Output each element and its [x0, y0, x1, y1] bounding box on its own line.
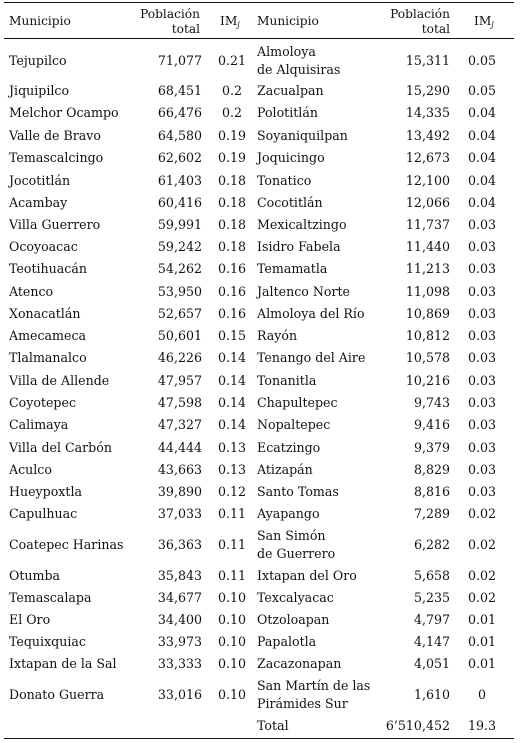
right-row-im: 0.05 [467, 53, 497, 68]
right-row-municipio: Ayapango [257, 506, 320, 521]
left-row-poblacion: 33,333 [157, 656, 202, 671]
right-row-poblacion: 11,098 [405, 284, 450, 299]
left-row-municipio: Valle de Bravo [9, 128, 101, 143]
right-row-im: 0.04 [467, 128, 497, 143]
left-row-im: 0.16 [217, 306, 247, 321]
header-poblacion-left-1: Población [140, 7, 200, 21]
left-row-poblacion: 37,033 [157, 506, 202, 521]
header-poblacion-right-2: total [421, 22, 450, 36]
left-row-poblacion: 34,677 [157, 590, 202, 605]
left-row-municipio: Jiquipilco [9, 83, 70, 98]
left-row-municipio: Otumba [9, 568, 61, 583]
left-row-im: 0.16 [217, 284, 247, 299]
left-row-im: 0.10 [217, 687, 247, 702]
left-row-poblacion: 71,077 [157, 53, 202, 68]
header-im-right: IMj [474, 14, 494, 29]
left-row-municipio: Hueypoxtla [9, 484, 83, 499]
left-row-im: 0.18 [217, 239, 247, 254]
left-row-municipio: Temascalapa [9, 590, 92, 605]
right-row-im: 0.01 [467, 634, 497, 649]
right-row-poblacion: 10,578 [405, 350, 450, 365]
right-row-poblacion: 12,673 [405, 150, 450, 165]
left-row-im: 0.12 [217, 484, 247, 499]
header-rule [4, 38, 514, 39]
left-row-im: 0.19 [217, 128, 247, 143]
right-row-im: 0.01 [467, 612, 497, 627]
right-row-municipio: Tonatico [257, 173, 312, 188]
right-row-poblacion: 11,440 [405, 239, 450, 254]
right-row-municipio-line2: Pirámides Sur [257, 696, 348, 711]
left-row-im: 0.15 [217, 328, 247, 343]
right-row-im: 0 [477, 687, 486, 702]
total-im: 19.3 [467, 718, 497, 733]
right-row-municipio: Texcalyacac [257, 590, 334, 605]
right-row-poblacion: 15,311 [405, 53, 450, 68]
left-row-im: 0.18 [217, 217, 247, 232]
left-row-municipio: Tejupilco [9, 53, 67, 68]
left-row-im: 0.14 [217, 395, 247, 410]
right-row-im: 0.04 [467, 195, 497, 210]
right-row-municipio: Tonanitla [257, 373, 317, 388]
header-municipio-left: Municipio [9, 14, 71, 28]
left-row-im: 0.10 [217, 612, 247, 627]
right-row-municipio: Cocotitlán [257, 195, 323, 210]
left-row-im: 0.2 [221, 83, 243, 98]
left-row-poblacion: 60,416 [157, 195, 202, 210]
right-row-poblacion: 5,658 [413, 568, 450, 583]
right-row-im: 0.03 [467, 462, 497, 477]
left-row-municipio: Temascalcingo [9, 150, 104, 165]
right-row-municipio: Joquicingo [257, 150, 325, 165]
left-row-poblacion: 54,262 [157, 261, 202, 276]
header-poblacion-right-1: Población [390, 7, 450, 21]
left-row-poblacion: 46,226 [157, 350, 202, 365]
left-row-im: 0.10 [217, 590, 247, 605]
right-row-im: 0.04 [467, 150, 497, 165]
right-row-poblacion: 15,290 [405, 83, 450, 98]
left-row-municipio: Coatepec Harinas [9, 537, 124, 552]
left-row-municipio: Atenco [9, 284, 54, 299]
total-poblacion: 6’510,452 [385, 718, 450, 733]
right-row-poblacion: 14,335 [405, 105, 450, 120]
left-row-poblacion: 35,843 [157, 568, 202, 583]
right-row-im: 0.04 [467, 173, 497, 188]
right-row-poblacion: 9,416 [413, 417, 450, 432]
right-row-municipio-line2: de Alquisiras [257, 62, 341, 77]
left-row-municipio: Donato Guerra [9, 687, 105, 702]
right-row-municipio: Zacazonapan [257, 656, 342, 671]
right-row-poblacion: 8,816 [413, 484, 450, 499]
left-row-municipio: Ocoyoacac [9, 239, 78, 254]
right-row-poblacion: 10,869 [405, 306, 450, 321]
right-row-im: 0.02 [467, 568, 497, 583]
left-row-im: 0.11 [217, 506, 247, 521]
total-label: Total [257, 718, 289, 733]
right-row-im: 0.03 [467, 328, 497, 343]
left-row-municipio: Villa de Allende [9, 373, 110, 388]
left-row-municipio: Jocotitlán [9, 173, 71, 188]
table-bottom-rule [4, 738, 514, 739]
right-row-poblacion: 10,216 [405, 373, 450, 388]
left-row-poblacion: 47,957 [157, 373, 202, 388]
left-row-poblacion: 59,991 [157, 217, 202, 232]
right-row-poblacion: 4,147 [413, 634, 450, 649]
left-row-poblacion: 68,451 [157, 83, 202, 98]
right-row-municipio: Ixtapan del Oro [257, 568, 357, 583]
left-row-poblacion: 36,363 [157, 537, 202, 552]
right-row-municipio: Nopaltepec [257, 417, 331, 432]
left-row-im: 0.11 [217, 537, 247, 552]
table-top-rule [4, 2, 514, 3]
left-row-poblacion: 50,601 [157, 328, 202, 343]
right-row-poblacion: 7,289 [413, 506, 450, 521]
left-row-im: 0.21 [217, 53, 247, 68]
right-row-municipio: Temamatla [257, 261, 328, 276]
left-row-poblacion: 47,327 [157, 417, 202, 432]
left-row-municipio: Acambay [9, 195, 68, 210]
left-row-poblacion: 44,444 [157, 440, 202, 455]
left-row-municipio: Tlalmanalco [9, 350, 87, 365]
right-row-im: 0.02 [467, 590, 497, 605]
left-row-poblacion: 33,016 [157, 687, 202, 702]
right-row-im: 0.03 [467, 395, 497, 410]
right-row-im: 0.03 [467, 217, 497, 232]
left-row-im: 0.2 [221, 105, 243, 120]
right-row-poblacion: 4,797 [413, 612, 450, 627]
right-row-im: 0.03 [467, 284, 497, 299]
right-row-im: 0.04 [467, 105, 497, 120]
right-row-im: 0.03 [467, 417, 497, 432]
right-row-municipio: Otzoloapan [257, 612, 330, 627]
left-row-im: 0.18 [217, 195, 247, 210]
left-row-im: 0.14 [217, 417, 247, 432]
right-row-municipio: Atizapán [257, 462, 313, 477]
right-row-municipio: Tenango del Aire [257, 350, 366, 365]
right-row-municipio-line2: de Guerrero [257, 546, 336, 561]
right-row-municipio: Zacualpan [257, 83, 324, 98]
right-row-municipio: San Martín de las [257, 678, 371, 693]
left-row-im: 0.18 [217, 173, 247, 188]
left-row-poblacion: 62,602 [157, 150, 202, 165]
right-row-municipio: Santo Tomas [257, 484, 339, 499]
right-row-poblacion: 11,737 [405, 217, 450, 232]
left-row-poblacion: 43,663 [157, 462, 202, 477]
right-row-im: 0.03 [467, 484, 497, 499]
left-row-im: 0.10 [217, 656, 247, 671]
right-row-im: 0.02 [467, 506, 497, 521]
left-row-municipio: Capulhuac [9, 506, 78, 521]
left-row-im: 0.13 [217, 440, 247, 455]
right-row-poblacion: 12,066 [405, 195, 450, 210]
left-row-poblacion: 52,657 [157, 306, 202, 321]
left-row-poblacion: 34,400 [157, 612, 202, 627]
left-row-poblacion: 59,242 [157, 239, 202, 254]
left-row-municipio: Coyotepec [9, 395, 76, 410]
left-row-poblacion: 61,403 [157, 173, 202, 188]
right-row-municipio: Polotitlán [257, 105, 318, 120]
right-row-poblacion: 1,610 [413, 687, 450, 702]
right-row-municipio: Almoloya [257, 44, 316, 59]
right-row-municipio: Soyaniquilpan [257, 128, 348, 143]
right-row-municipio: Rayón [257, 328, 298, 343]
right-row-municipio: Almoloya del Río [257, 306, 365, 321]
left-row-im: 0.14 [217, 350, 247, 365]
right-row-poblacion: 4,051 [413, 656, 450, 671]
right-row-im: 0.03 [467, 373, 497, 388]
left-row-municipio: Calimaya [9, 417, 69, 432]
right-row-im: 0.05 [467, 83, 497, 98]
left-row-municipio: Aculco [9, 462, 52, 477]
right-row-municipio: Mexicaltzingo [257, 217, 347, 232]
left-row-im: 0.13 [217, 462, 247, 477]
right-row-poblacion: 12,100 [405, 173, 450, 188]
left-row-poblacion: 64,580 [157, 128, 202, 143]
left-row-municipio: Melchor Ocampo [9, 105, 119, 120]
header-im-left: IMj [220, 14, 240, 29]
left-row-poblacion: 53,950 [157, 284, 202, 299]
right-row-im: 0.03 [467, 350, 497, 365]
left-row-im: 0.11 [217, 568, 247, 583]
right-row-im: 0.02 [467, 537, 497, 552]
right-row-municipio: Papalotla [257, 634, 317, 649]
left-row-municipio: Amecameca [9, 328, 87, 343]
right-row-im: 0.03 [467, 306, 497, 321]
left-row-municipio: Xonacatlán [9, 306, 81, 321]
right-row-im: 0.03 [467, 440, 497, 455]
right-row-poblacion: 9,743 [413, 395, 450, 410]
right-row-im: 0.01 [467, 656, 497, 671]
right-row-poblacion: 9,379 [413, 440, 450, 455]
right-row-municipio: Ecatzingo [257, 440, 321, 455]
left-row-im: 0.10 [217, 634, 247, 649]
left-row-im: 0.16 [217, 261, 247, 276]
left-row-municipio: Tequixquiac [9, 634, 86, 649]
right-row-poblacion: 8,829 [413, 462, 450, 477]
right-row-municipio: Isidro Fabela [257, 239, 341, 254]
left-row-poblacion: 39,890 [157, 484, 202, 499]
left-row-municipio: Villa del Carbón [9, 440, 112, 455]
right-row-municipio: San Simón [257, 528, 326, 543]
left-row-municipio: El Oro [9, 612, 51, 627]
right-row-im: 0.03 [467, 239, 497, 254]
header-poblacion-left-2: total [171, 22, 200, 36]
right-row-municipio: Chapultepec [257, 395, 338, 410]
right-row-municipio: Jaltenco Norte [257, 284, 350, 299]
right-row-poblacion: 6,282 [413, 537, 450, 552]
left-row-municipio: Teotihuacán [9, 261, 87, 276]
left-row-poblacion: 33,973 [157, 634, 202, 649]
right-row-poblacion: 13,492 [405, 128, 450, 143]
left-row-poblacion: 66,476 [157, 105, 202, 120]
header-municipio-right: Municipio [257, 14, 319, 28]
left-row-im: 0.14 [217, 373, 247, 388]
left-row-municipio: Ixtapan de la Sal [9, 656, 117, 671]
left-row-poblacion: 47,598 [157, 395, 202, 410]
left-row-municipio: Villa Guerrero [9, 217, 101, 232]
right-row-poblacion: 5,235 [413, 590, 450, 605]
right-row-im: 0.03 [467, 261, 497, 276]
right-row-poblacion: 10,812 [405, 328, 450, 343]
right-row-poblacion: 11,213 [405, 261, 450, 276]
left-row-im: 0.19 [217, 150, 247, 165]
